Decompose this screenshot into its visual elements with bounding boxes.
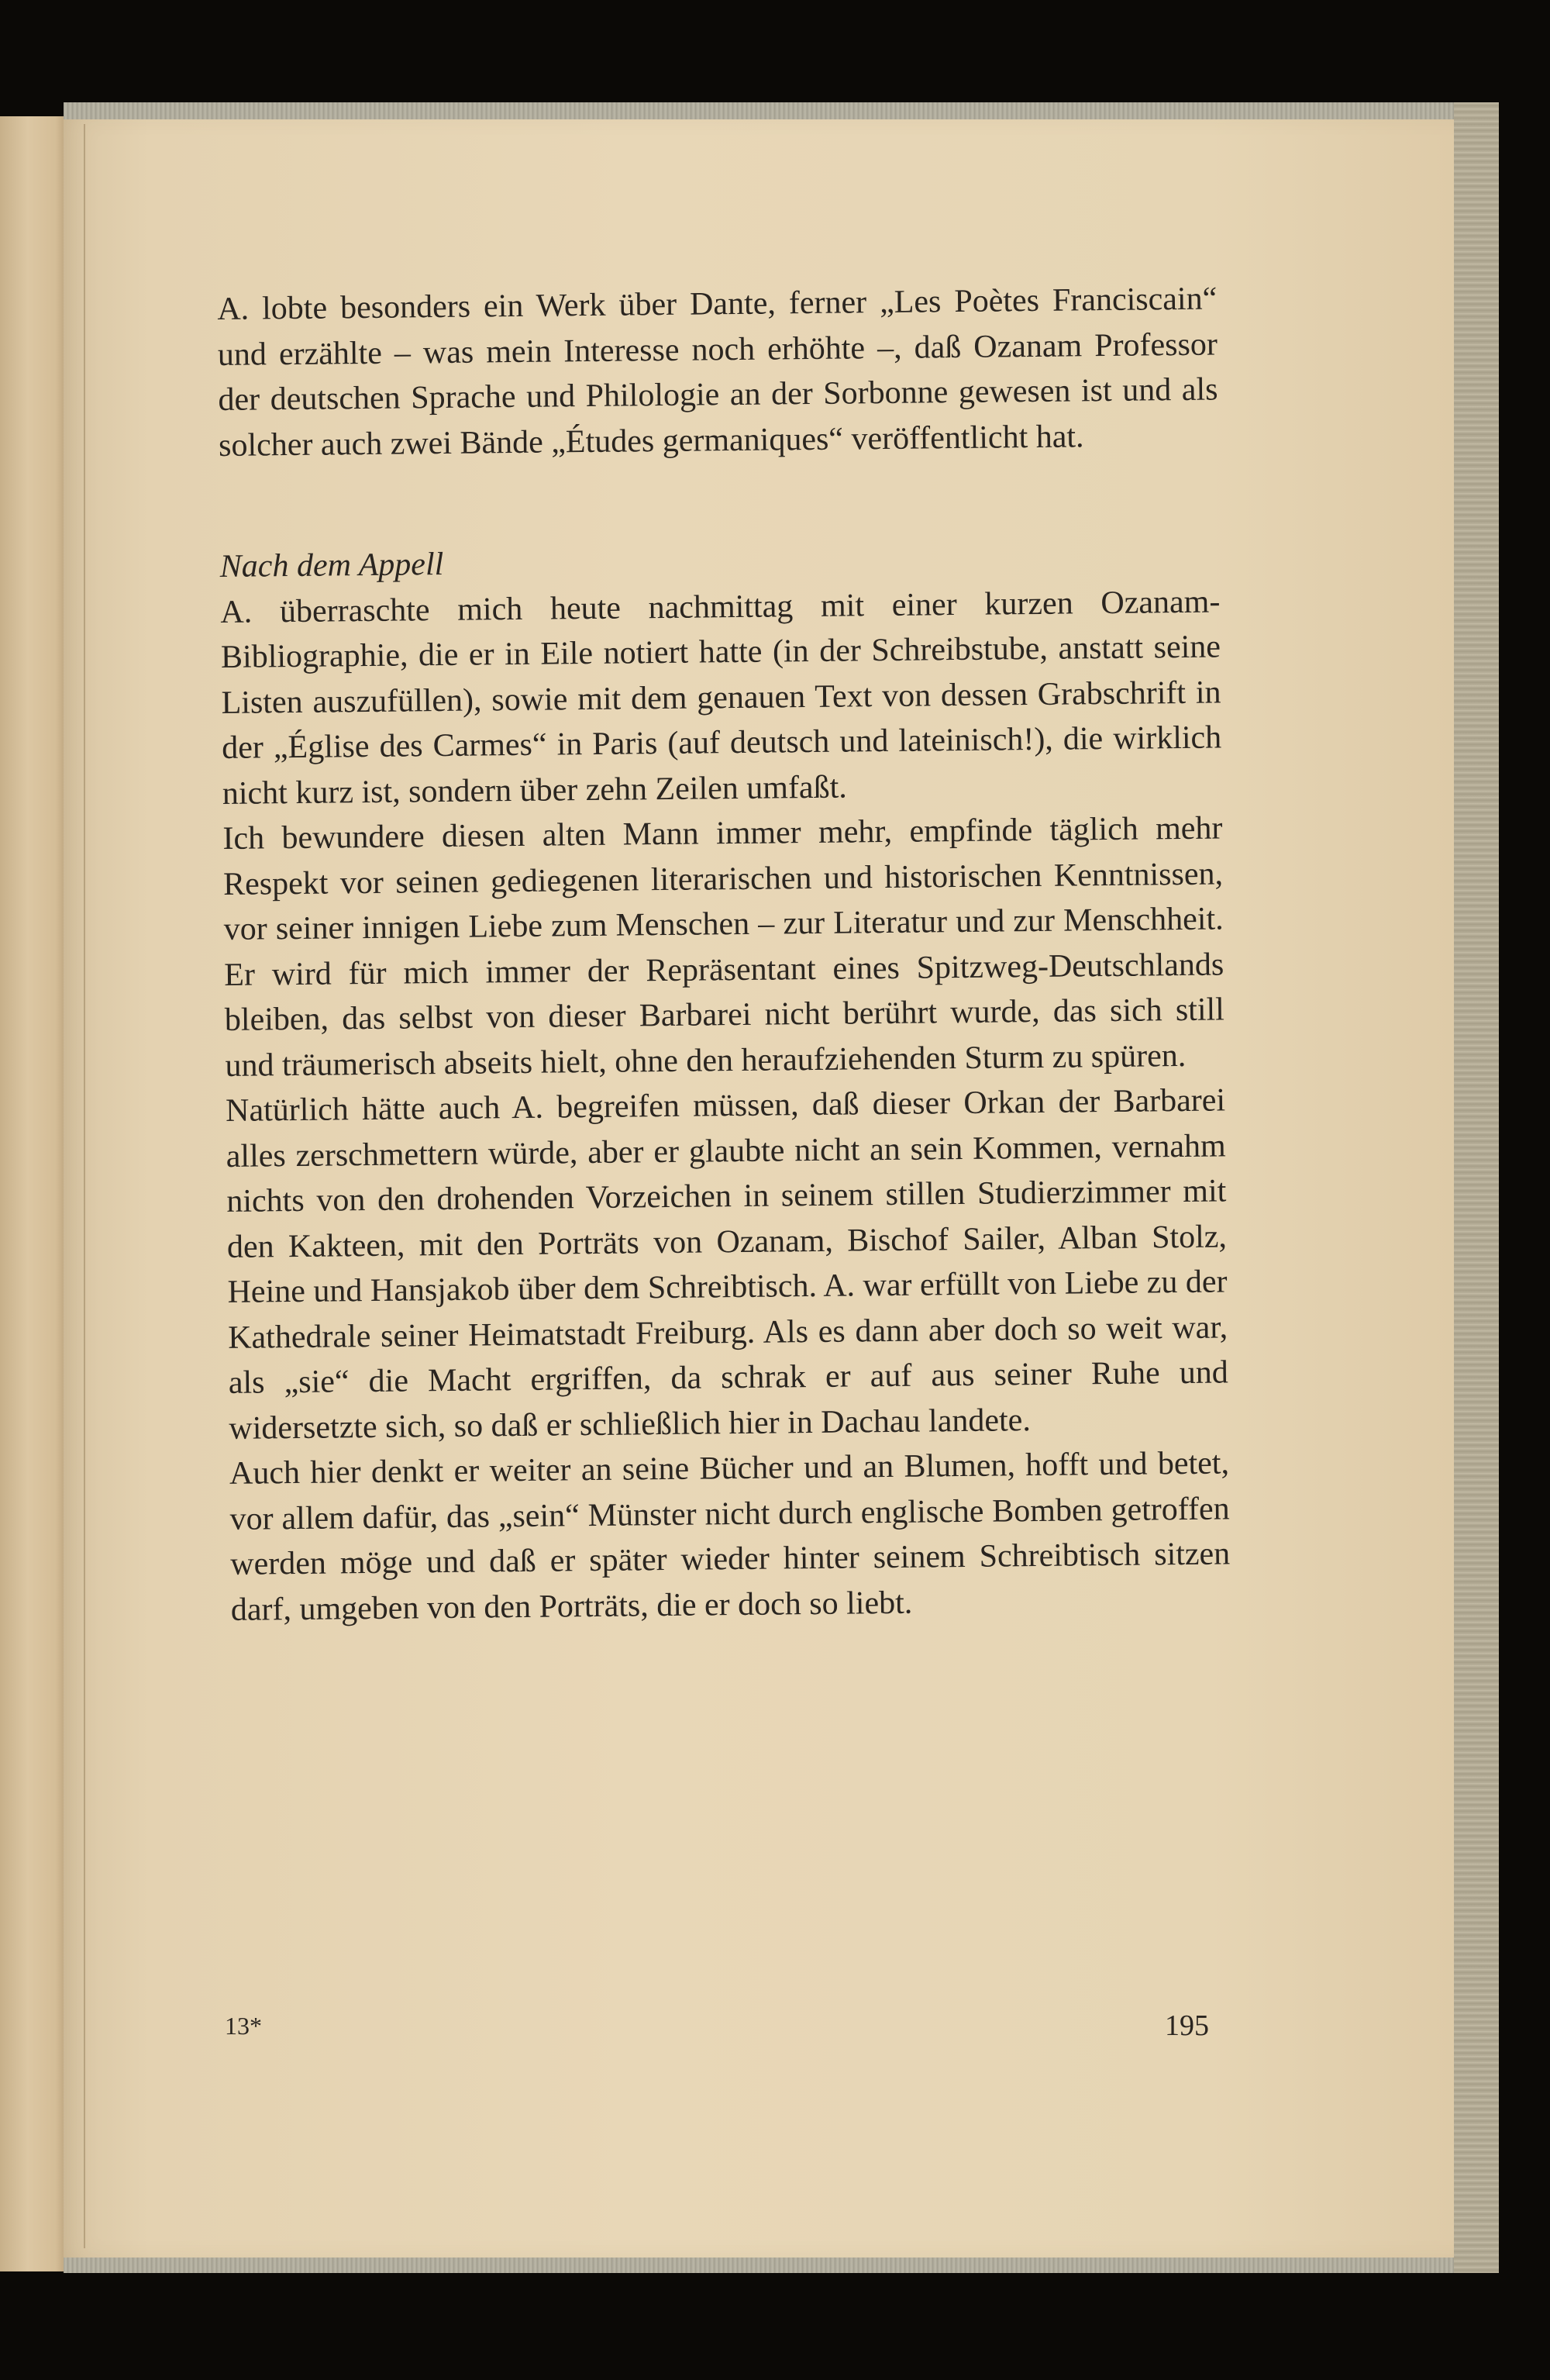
paragraph-hopes: Auch hier denkt er weiter an seine Bücher und an Blumen, hofft und betet, vor allem dafür, das „sein“ Münster nicht durch englische Bomben getroffen werden möge und daß er später wieder hinter seinem Schreibtisch sitzen darf, umgeben von den Porträts, die er doch so liebt. xyxy=(229,1445,1231,1628)
page-bottom-edge xyxy=(64,2258,1496,2273)
paragraph-admiration: Ich bewundere diesen alten Mann immer mehr, empfinde täglich mehr Respekt vor seinen gediegenen literarischen und historischen Kenntnissen, vor seiner innigen Liebe zum Menschen – zur Literatur und zur Menschheit. Er wird für mich immer der Repräsentant eines Spitzweg-Deutschlands bleiben, das selbst von dieser Barbarei nicht berührt wurde, das sich still und träumerisch abseits hielt, ohne den heraufziehenden Sturm zu spüren. xyxy=(222,810,1225,1084)
paragraph-ozanam-works: A. lobte besonders ein Werk über Dante, ferner „Les Poètes Franciscain“ und erzählte – was mein Interesse noch erhöhte –, daß Ozanam Professor der deutschen Sprache und Philologie an der Sorbonne gewesen ist und als solcher auch zwei Bände „Études germaniques“ veröffentlicht hat. xyxy=(217,281,1218,464)
printer-signature-mark: 13* xyxy=(225,2012,262,2040)
page-footer xyxy=(225,2006,1209,2045)
paragraph-bibliography: A. überraschte mich heute nachmittag mit einer kurzen Ozanam-Bibliographie, die er in Eile notiert hatte (in der Schreibstube, anstatt seine Listen auszufüllen), sowie mit dem genauen Text von dessen Grabschrift in der „Église des Carmes“ in Paris (auf deutsch und lateinisch!), die wirklich nicht kurz ist, sondern über zehn Zeilen umfaßt. xyxy=(220,583,1222,812)
section-heading: Nach dem Appell xyxy=(219,546,444,585)
gutter-crease xyxy=(84,124,85,2248)
facing-page-edge xyxy=(0,116,70,2271)
book-binding-edge xyxy=(1454,102,1499,2273)
paragraph-barbarism: Natürlich hätte auch A. begreifen müssen, daß dieser Orkan der Barbarei alles zerschmettern würde, aber er glaubte nicht an sein Kommen, vernahm nichts von den drohenden Vorzeichen in seinem stillen Studierzimmer mit den Kakteen, mit den Porträts von Ozanam, Bischof Sailer, Alban Stolz, Heine und Hansjakob über dem Schreibtisch. A. war erfüllt von Liebe zu der Kathedrale seiner Heimatstadt Freiburg. Als es dann aber doch so weit war, als „sie“ die Macht ergriffen, da schrak er auf aus seiner Ruhe und widersetzte sich, so daß er schließlich hier in Dachau landete. xyxy=(225,1082,1228,1447)
page-number: 195 xyxy=(1165,2009,1209,2042)
page-top-edge xyxy=(64,102,1496,119)
page-body-text xyxy=(217,276,1231,1632)
